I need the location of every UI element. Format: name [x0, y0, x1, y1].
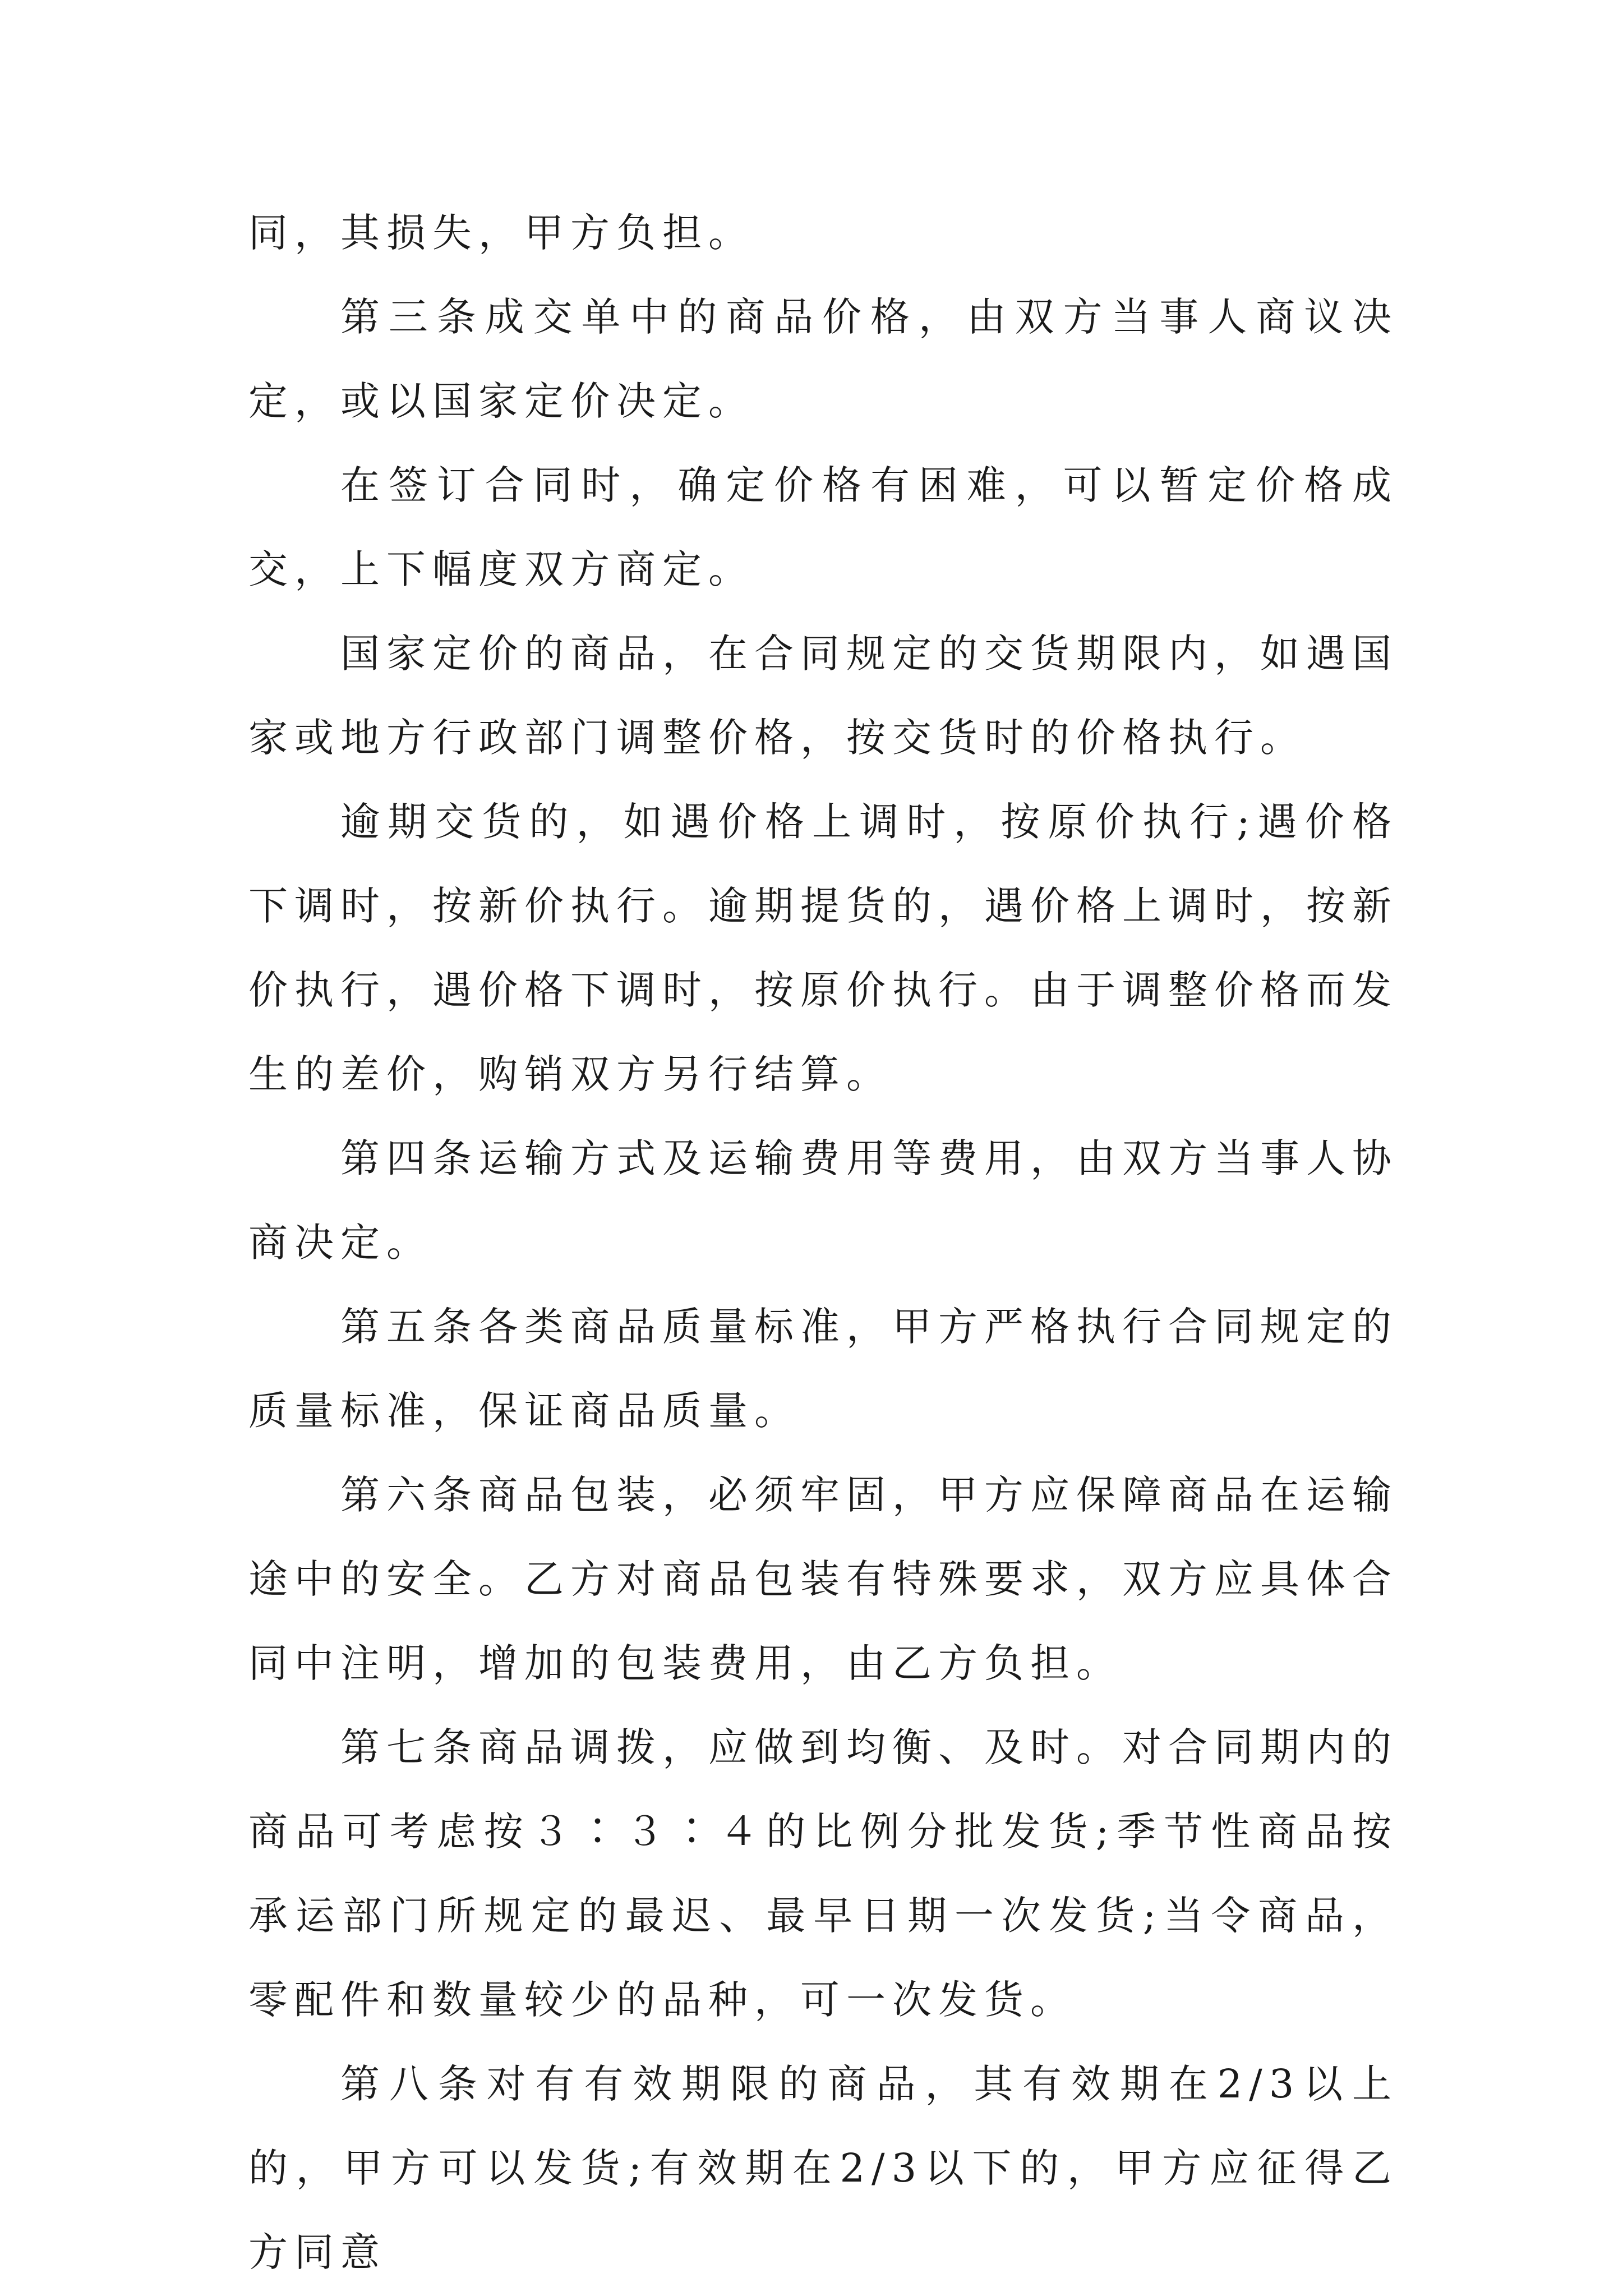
paragraph-article-4: 第四条运输方式及运输费用等费用，由双方当事人协商决定。: [248, 1135, 1398, 1266]
paragraph-state-price: 国家定价的商品，在合同规定的交货期限内，如遇国家或地方行政部门调整价格，按交货时的价格执行。: [248, 631, 1398, 761]
paragraph-article-3: 第三条成交单中的商品价格，由双方当事人商议决定，或以国家定价决定。: [248, 294, 1398, 424]
document-body: [248, 191, 1398, 2294]
paragraph-provisional-price: 在签订合同时，确定价格有困难，可以暂定价格成交，上下幅度双方商定。: [248, 462, 1398, 592]
paragraph-article-6: 第六条商品包装，必须牢固，甲方应保障商品在运输途中的安全。乙方对商品包装有特殊要求，双方应具体合同中注明，增加的包装费用，由乙方负担。: [248, 1472, 1398, 1686]
paragraph-article-5: 第五条各类商品质量标准，甲方严格执行合同规定的质量标准，保证商品质量。: [248, 1304, 1398, 1434]
paragraph-continuation: 同，其损失，甲方负担。: [248, 210, 754, 256]
paragraph-article-8: 第八条对有有效期限的商品，其有效期在2/3以上的，甲方可以发货;有效期在2/3以下的，甲方应征得乙方同意: [248, 2061, 1398, 2275]
paragraph-article-7: 第七条商品调拨，应做到均衡、及时。对合同期内的商品可考虑按３∶３∶４的比例分批发货;季节性商品按承运部门所规定的最迟、最早日期一次发货;当令商品，零配件和数量较少的品种，可一次发货。: [248, 1724, 1398, 2023]
paragraph-overdue-delivery: 逾期交货的，如遇价格上调时，按原价执行;遇价格下调时，按新价执行。逾期提货的，遇价格上调时，按新价执行，遇价格下调时，按原价执行。由于调整价格而发生的差价，购销双方另行结算。: [248, 799, 1398, 1097]
